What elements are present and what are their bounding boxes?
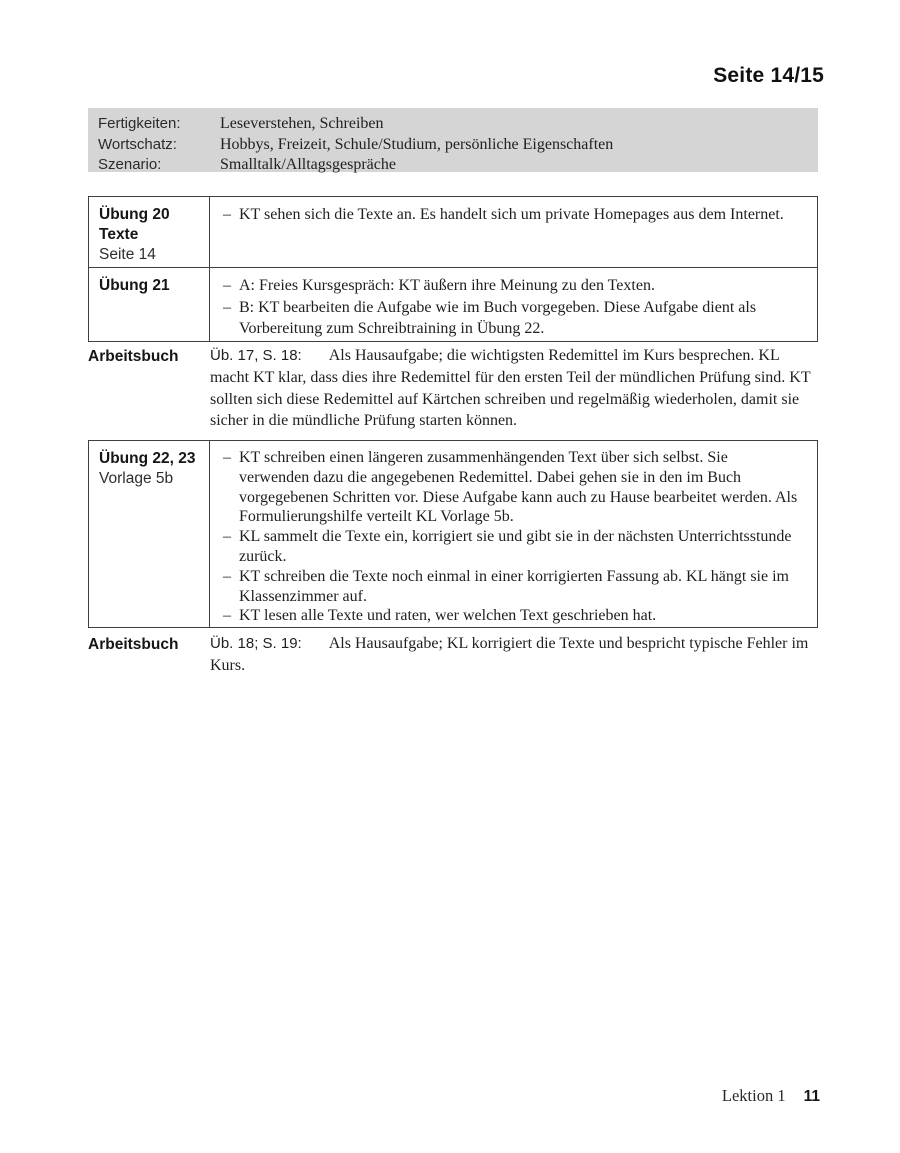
list-item-text: KL sammelt die Texte ein, korrigiert sie und gibt sie in der nächsten Unterrichtsstunde zurück. (239, 528, 792, 565)
info-label: Wortschatz: (98, 135, 177, 153)
list-item (223, 297, 799, 340)
info-label: Fertigkeiten: (98, 115, 181, 132)
bullet-dash: – (223, 206, 231, 223)
info-row-fertigkeiten (98, 114, 808, 135)
info-box (88, 108, 818, 172)
table-row-uebung-22-23 (89, 441, 817, 627)
list-item-text: A: Freies Kursgespräch: KT äußern ihre Meinung zu den Texten. (239, 277, 655, 294)
bullet-dash: – (223, 277, 231, 294)
arbeitsbuch-paragraph (210, 633, 818, 677)
page-footer (722, 1086, 820, 1106)
arbeitsbuch-paragraph (210, 345, 818, 432)
info-row-wortschatz (98, 135, 808, 156)
exercise-title: Texte (99, 226, 139, 243)
list-item (223, 527, 799, 567)
exercise-title: Übung 22, 23 (99, 450, 196, 467)
arbeitsbuch-section-2 (88, 633, 818, 677)
exercise-subtitle: Seite 14 (99, 246, 156, 263)
info-label: Szenario: (98, 156, 162, 173)
arbeitsbuch-label: Arbeitsbuch (88, 636, 179, 653)
table-row-uebung-21 (89, 267, 817, 341)
exercise-label-cell (89, 441, 209, 627)
bullet-dash: – (223, 528, 231, 546)
arbeitsbuch-reference: Üb. 18; S. 19: (210, 635, 302, 652)
list-item-text: B: KT bearbeiten die Aufgabe wie im Buch vorgegeben. Diese Aufgabe dient als Vorbereitung zum Schreibtraining in Übung 22. (239, 298, 757, 337)
exercise-content-cell (209, 197, 817, 267)
list-item-text: KT schreiben die Texte noch einmal in einer korrigierten Fassung ab. KL hängt sie im Klassenzimmer auf. (239, 567, 789, 605)
exercise-table-uebung-20-21 (88, 196, 818, 342)
page-title: Seite 14/15 (713, 64, 824, 87)
exercise-content-cell (209, 441, 817, 627)
exercise-table-uebung-22-23 (88, 440, 818, 628)
list-item (223, 204, 799, 226)
info-value: Leseverstehen, Schreiben (220, 115, 384, 132)
bullet-dash: – (223, 298, 231, 316)
exercise-label-cell (89, 268, 209, 341)
exercise-title: Übung 20 (99, 206, 170, 223)
exercise-content-cell (209, 268, 817, 341)
info-value: Smalltalk/Alltagsgespräche (220, 156, 396, 173)
table-row-uebung-20 (89, 197, 817, 267)
arbeitsbuch-label: Arbeitsbuch (88, 348, 179, 365)
exercise-title: Übung 21 (99, 277, 170, 294)
bullet-dash: – (223, 449, 231, 466)
list-item (223, 567, 799, 607)
arbeitsbuch-text: Als Hausaufgabe; die wichtigsten Redemittel im Kurs besprechen. KL macht KT klar, dass dies ihre Redemittel für den ersten Teil der mündlichen Prüfung sind. KT sollten sich diese Redemittel auf Kärtchen schreiben und regelmäßig wiederholen, damit sie sicher in die mündliche Prüfung starten können. (210, 347, 811, 430)
info-row-szenario (98, 155, 808, 176)
footer-page-number: 11 (803, 1088, 820, 1105)
bullet-dash: – (223, 607, 231, 625)
info-value: Hobbys, Freizeit, Schule/Studium, persönliche Eigenschaften (220, 135, 614, 153)
list-item-text: KT sehen sich die Texte an. Es handelt sich um private Homepages aus dem Internet. (239, 206, 784, 223)
exercise-subtitle: Vorlage 5b (99, 470, 174, 487)
list-item (223, 606, 799, 626)
list-item-text: KT lesen alle Texte und raten, wer welchen Text geschrieben hat. (239, 607, 657, 625)
list-item-text: KT schreiben einen längeren zusammenhängenden Text über sich selbst. Sie verwenden dazu die angegebenen Redemittel. Dabei gehen sie in den im Buch vorgegebenen Schritten vor. Diese Aufgabe kann auch zu Hause bearbeitet werden. Als Formulierungshilfe verteilt KL Vorlage 5b. (239, 449, 798, 526)
footer-lesson-label: Lektion 1 (721, 1086, 786, 1105)
exercise-label-cell (89, 197, 209, 267)
arbeitsbuch-text: Als Hausaufgabe; KL korrigiert die Texte und bespricht typische Fehler im Kurs. (210, 635, 809, 674)
arbeitsbuch-reference: Üb. 17, S. 18: (210, 347, 302, 364)
bullet-dash: – (223, 567, 231, 585)
list-item (223, 448, 799, 527)
list-item (223, 275, 799, 297)
arbeitsbuch-section-1 (88, 345, 818, 432)
